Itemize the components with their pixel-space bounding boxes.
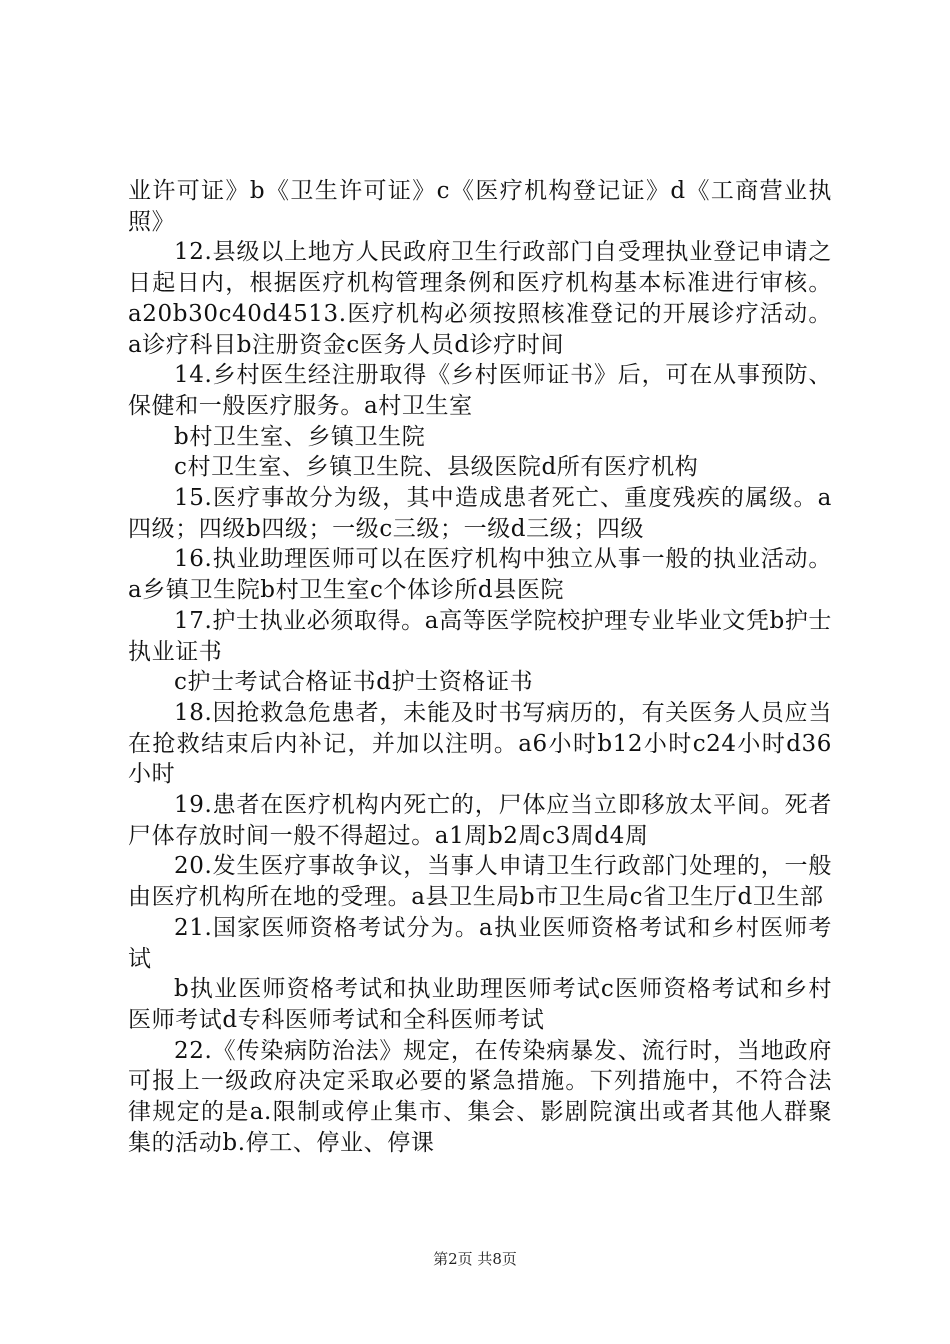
question-17-options-cd: c护士考试合格证书d护士资格证书 — [174, 669, 534, 696]
question-21-options-bcd: b执业医师资格考试和执业助理医师考试c医师资格考试和乡村医师考试d专科医师考试和全科医师考试 — [128, 976, 832, 1033]
question-22: 22.《传染病防治法》规定，在传染病暴发、流行时，当地政府可报上一级政府决定采取必要的紧急措施。下列措施中，不符合法律规定的是a.限制或停止集市、集会、影剧院演出或者其他人群聚集的活动b.停工、停业、停课 — [128, 1037, 832, 1156]
question-20: 20.发生医疗事故争议，当事人申请卫生行政部门处理的，一般由医疗机构所在地的受理。a县卫生局b市卫生局c省卫生厅d卫生部 — [128, 853, 832, 911]
question-15: 15.医疗事故分为级，其中造成患者死亡、重度残疾的属级。a四级；四级b四级；一级c三级；一级d三级；四级 — [128, 485, 832, 542]
question-14-option-b: b村卫生室、乡镇卫生院 — [174, 423, 426, 450]
question-17: 17.护士执业必须取得。a高等医学院校护理专业毕业文凭b护士执业证书 — [128, 607, 833, 665]
question-14: 14.乡村医生经注册取得《乡村医师证书》后，可在从事预防、保健和一般医疗服务。a村卫生室 — [128, 362, 832, 419]
document-body — [128, 176, 832, 1159]
question-18: 18.因抢救急危患者，未能及时书写病历的，有关医务人员应当在抢救结束后内补记，并加以注明。a6小时b12小时c24小时d36小时 — [128, 699, 832, 788]
paragraph: 业许可证》b《卫生许可证》c《医疗机构登记证》d《工商营业执照》 — [128, 178, 832, 235]
page-number-footer: 第2页 共8页 — [433, 1250, 517, 1268]
question-19: 19.患者在医疗机构内死亡的，尸体应当立即移放太平间。死者尸体存放时间一般不得超过。a1周b2周c3周d4周 — [128, 792, 832, 849]
question-12-13: 12.县级以上地方人民政府卫生行政部门自受理执业登记申请之日起日内，根据医疗机构管理条例和医疗机构基本标准进行审核。a20b30c40d4513.医疗机构必须按照核准登记的开展诊疗活动。a诊疗科目b注册资金c医务人员d诊疗时间 — [128, 239, 832, 358]
question-16: 16.执业助理医师可以在医疗机构中独立从事一般的执业活动。a乡镇卫生院b村卫生室c个体诊所d县医院 — [128, 546, 832, 604]
question-14-option-cd: c村卫生室、乡镇卫生院、县级医院d所有医疗机构 — [174, 454, 699, 481]
question-21: 21.国家医师资格考试分为。a执业医师资格考试和乡村医师考试 — [128, 914, 832, 972]
